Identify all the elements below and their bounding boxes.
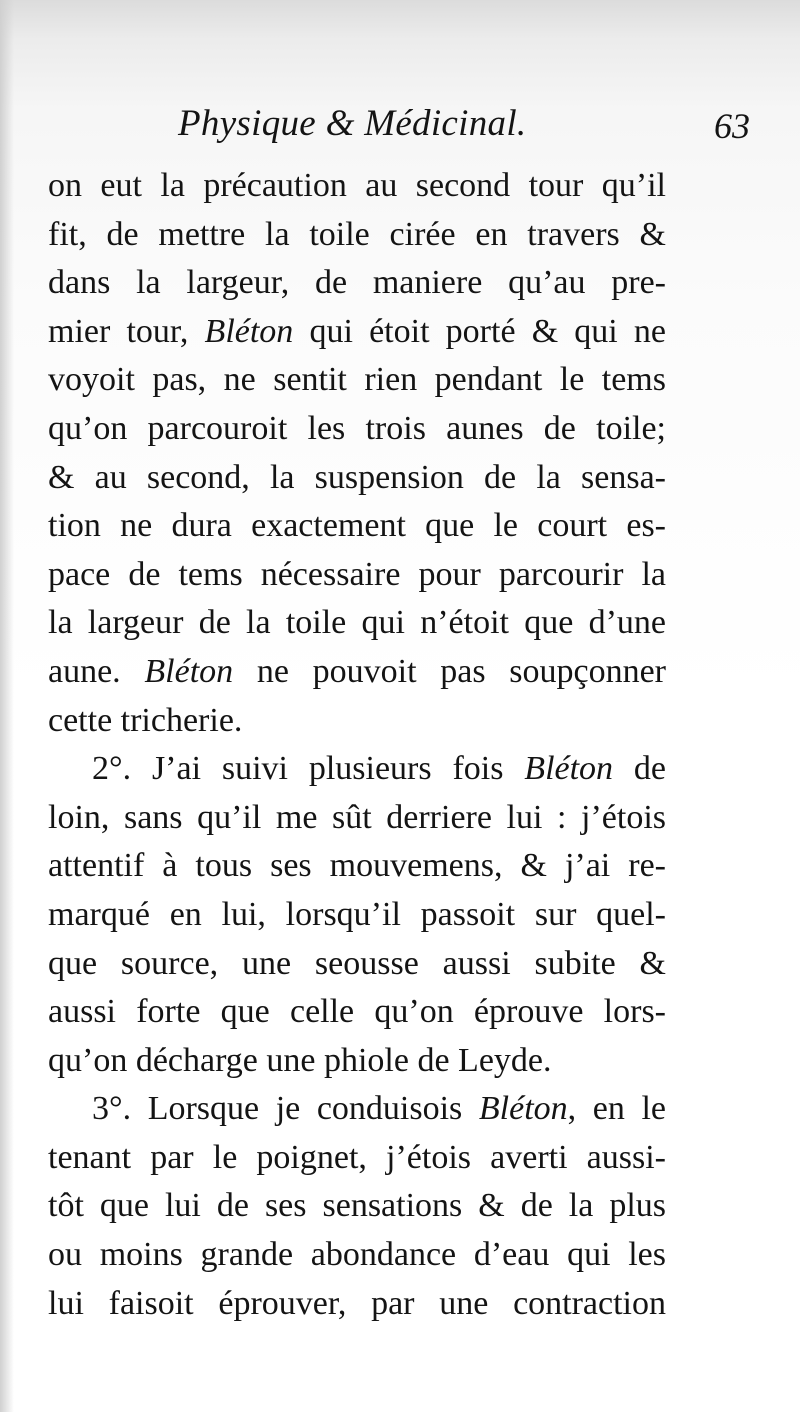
page-header xyxy=(0,102,800,162)
text-line: mier tour, Bléton qui étoit porté & qui ne xyxy=(48,312,667,350)
text-line: voyoit pas, ne sentit rien pendant le tems xyxy=(48,361,666,399)
name-bleton: Bléton xyxy=(204,312,294,350)
text-line: cette tricherie. xyxy=(48,701,243,739)
text-line: qu’on décharge une phiole de Leyde. xyxy=(48,1041,552,1079)
text-line: ou moins grande abondance d’eau qui les xyxy=(48,1236,666,1274)
name-bleton: Bléton xyxy=(478,1090,568,1128)
text-line: tenant par le poignet, j’étois averti aussi- xyxy=(48,1138,666,1176)
text-line: 2°. J’ai suivi plusieurs fois Bléton de xyxy=(92,750,666,788)
text-line: dans la largeur, de maniere qu’au pre- xyxy=(48,264,666,302)
text-line: on eut la précaution au second tour qu’il xyxy=(48,167,666,204)
name-bleton: Bléton xyxy=(524,750,614,788)
text-line: la largeur de la toile qui n’étoit que d’une xyxy=(48,604,666,642)
running-title: Physique & Médicinal. xyxy=(178,103,527,144)
text-line: & au second, la suspension de la sensa- xyxy=(48,458,666,496)
text-line: pace de tems nécessaire pour parcourir la xyxy=(48,555,666,593)
text-line: tôt que lui de ses sensations & de la plus xyxy=(48,1187,666,1225)
text-line: fit, de mettre la toile cirée en travers & xyxy=(48,215,666,253)
text-line: loin, sans qu’il me sût derriere lui : j’étois xyxy=(48,798,666,836)
text-line: 3°. Lorsque je conduisois Bléton, en le xyxy=(92,1090,666,1128)
text-line: lui faisoit éprouver, par une contraction xyxy=(48,1284,666,1322)
text-line: marqué en lui, lorsqu’il passoit sur quel- xyxy=(48,895,666,933)
body-text xyxy=(48,162,666,1328)
text-line: aussi forte que celle qu’on éprouve lors- xyxy=(48,993,666,1031)
text-line: attentif à tous ses mouvemens, & j’ai re- xyxy=(48,847,666,885)
text-line: que source, une seousse aussi subite & xyxy=(48,944,666,982)
page-number: 63 xyxy=(714,106,750,146)
text-line: qu’on parcouroit les trois aunes de toile; xyxy=(48,409,666,447)
name-bleton: Bléton xyxy=(144,652,234,690)
text-line: aune. Bléton ne pouvoit pas soupçonner xyxy=(48,652,666,690)
text-line: tion ne dura exactement que le court es- xyxy=(48,507,666,545)
page-gutter-shadow xyxy=(0,0,14,1412)
